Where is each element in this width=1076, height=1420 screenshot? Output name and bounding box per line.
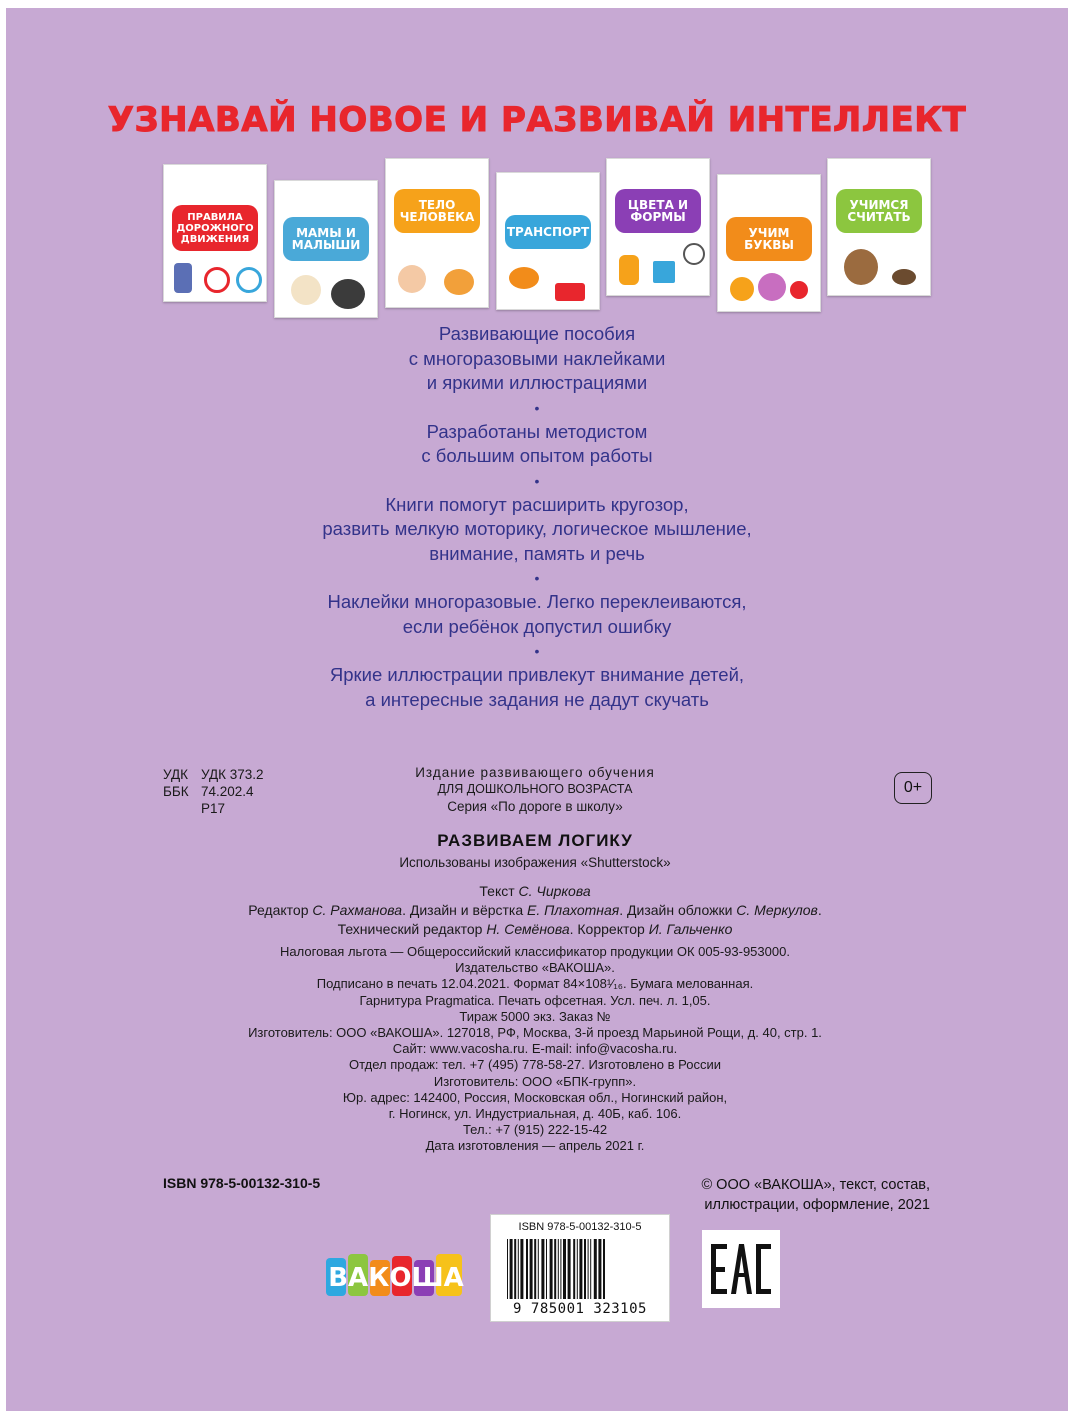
book-title: ЦВЕТА И ФОРМЫ [615, 189, 701, 233]
bullet-separator: • [534, 570, 540, 586]
book-title: РАЗВИВАЕМ ЛОГИКУ [437, 831, 633, 850]
book-cover-counting [827, 158, 931, 296]
imprint: Налоговая льгота — Общероссийский классификатор продукции ОК 005-93-953000. Издательство «ВАКОША». Подписано в печать 12.04.2021. Формат 84×108¹⁄₁₆. Бумага мелованная. Гарнитура Pragmatica. Печать офсетная. Усл. печ. л. 1,05. Тираж 5000 экз. Заказ № Изготовитель: ООО «ВАКОША». 127018, РФ, Москва, 3-й проезд Марьиной Рощи, д. 40, стр. 1. Сайт: www.vacosha.ru. E-mail: info@vacosha.ru. Отдел продаж: тел. +7 (495) 778-58-27. Изготовлено в России Изготовитель: ООО «БПК-групп». Юр. адрес: 142400, Россия, Московская обл., Ногинский район, г. Ногинск, ул. Индустриальная, д. 40Б, каб. 106. Тел.: +7 (915) 222-15-42 Дата изготовления — апрель 2021 г. [248, 944, 822, 1154]
eac-icon [709, 1240, 773, 1298]
book-cover-human-body [385, 158, 489, 308]
feature-item: Наклейки многоразовые. Легко переклеиваются, если ребёнок допустил ошибку [327, 591, 747, 637]
barcode: ISBN 978-5-00132-310-5 9 785001 323105 [490, 1214, 670, 1322]
back-cover [6, 8, 1068, 1411]
copyright: © ООО «ВАКОША», текст, состав, иллюстрации, оформление, 2021 [701, 1177, 930, 1213]
book-title: ТРАНСПОРТ [505, 215, 591, 249]
eac-mark [702, 1230, 780, 1308]
book-title: УЧИМСЯ СЧИТАТЬ [836, 189, 922, 233]
credits: Текст С. Чиркова Редактор С. Рахманова. Дизайн и вёрстка Е. Плахотная. Дизайн обложки С. Меркулов. Технический редактор Н. Семёнова. Корректор И. Гальченко [248, 883, 822, 937]
book-cover-learning-letters [717, 174, 821, 312]
book-cover-colors-shapes [606, 158, 710, 296]
bullet-separator: • [534, 399, 540, 416]
feature-item: Книги помогут расширить кругозор, развить мелкую моторику, логическое мышление, внимание, память и речь [322, 493, 752, 564]
book-title: ТЕЛО ЧЕЛОВЕКА [394, 189, 480, 233]
bullet-separator: • [534, 643, 540, 659]
book-cover-traffic-rules [163, 164, 267, 302]
barcode-bars [505, 1239, 655, 1301]
book-title-block: РАЗВИВАЕМ ЛОГИКУ Использованы изображения «Shutterstock» [6, 831, 1068, 871]
book-title: ПРАВИЛА ДОРОЖНОГО ДВИЖЕНИЯ [172, 205, 258, 251]
edition-info: Издание развивающего обучения ДЛЯ ДОШКОЛЬНОГО ВОЗРАСТА Серия «По дороге в школу» [415, 765, 655, 814]
feature-item: Развивающие пособия с многоразовыми наклейками и яркими иллюстрациями [408, 323, 666, 393]
book-cover-transport [496, 172, 600, 310]
svg-text:ВАКОША: ВАКОША [328, 1263, 464, 1293]
book-series-row [6, 158, 1068, 318]
book-title: УЧИМ БУКВЫ [726, 217, 812, 261]
classification-codes: УДК УДК 373.2 ББК 74.202.4 Р17 [163, 767, 264, 816]
age-rating-badge: 0+ [894, 772, 932, 804]
bullet-separator: • [534, 472, 540, 489]
publisher-logo [322, 1244, 470, 1306]
isbn: ISBN 978-5-00132-310-5 [163, 1175, 321, 1191]
headline: УЗНАВАЙ НОВОЕ И РАЗВИВАЙ ИНТЕЛЛЕКТ [107, 100, 967, 140]
feature-list [6, 322, 1068, 712]
book-cover-moms-and-babies [274, 180, 378, 318]
feature-item: Разработаны методистом с большим опытом работы [421, 420, 653, 466]
vakosha-logo-icon [322, 1244, 470, 1306]
book-title: МАМЫ И МАЛЫШИ [283, 217, 369, 261]
feature-item: Яркие иллюстрации привлекут внимание детей, а интересные задания не дадут скучать [329, 664, 745, 710]
